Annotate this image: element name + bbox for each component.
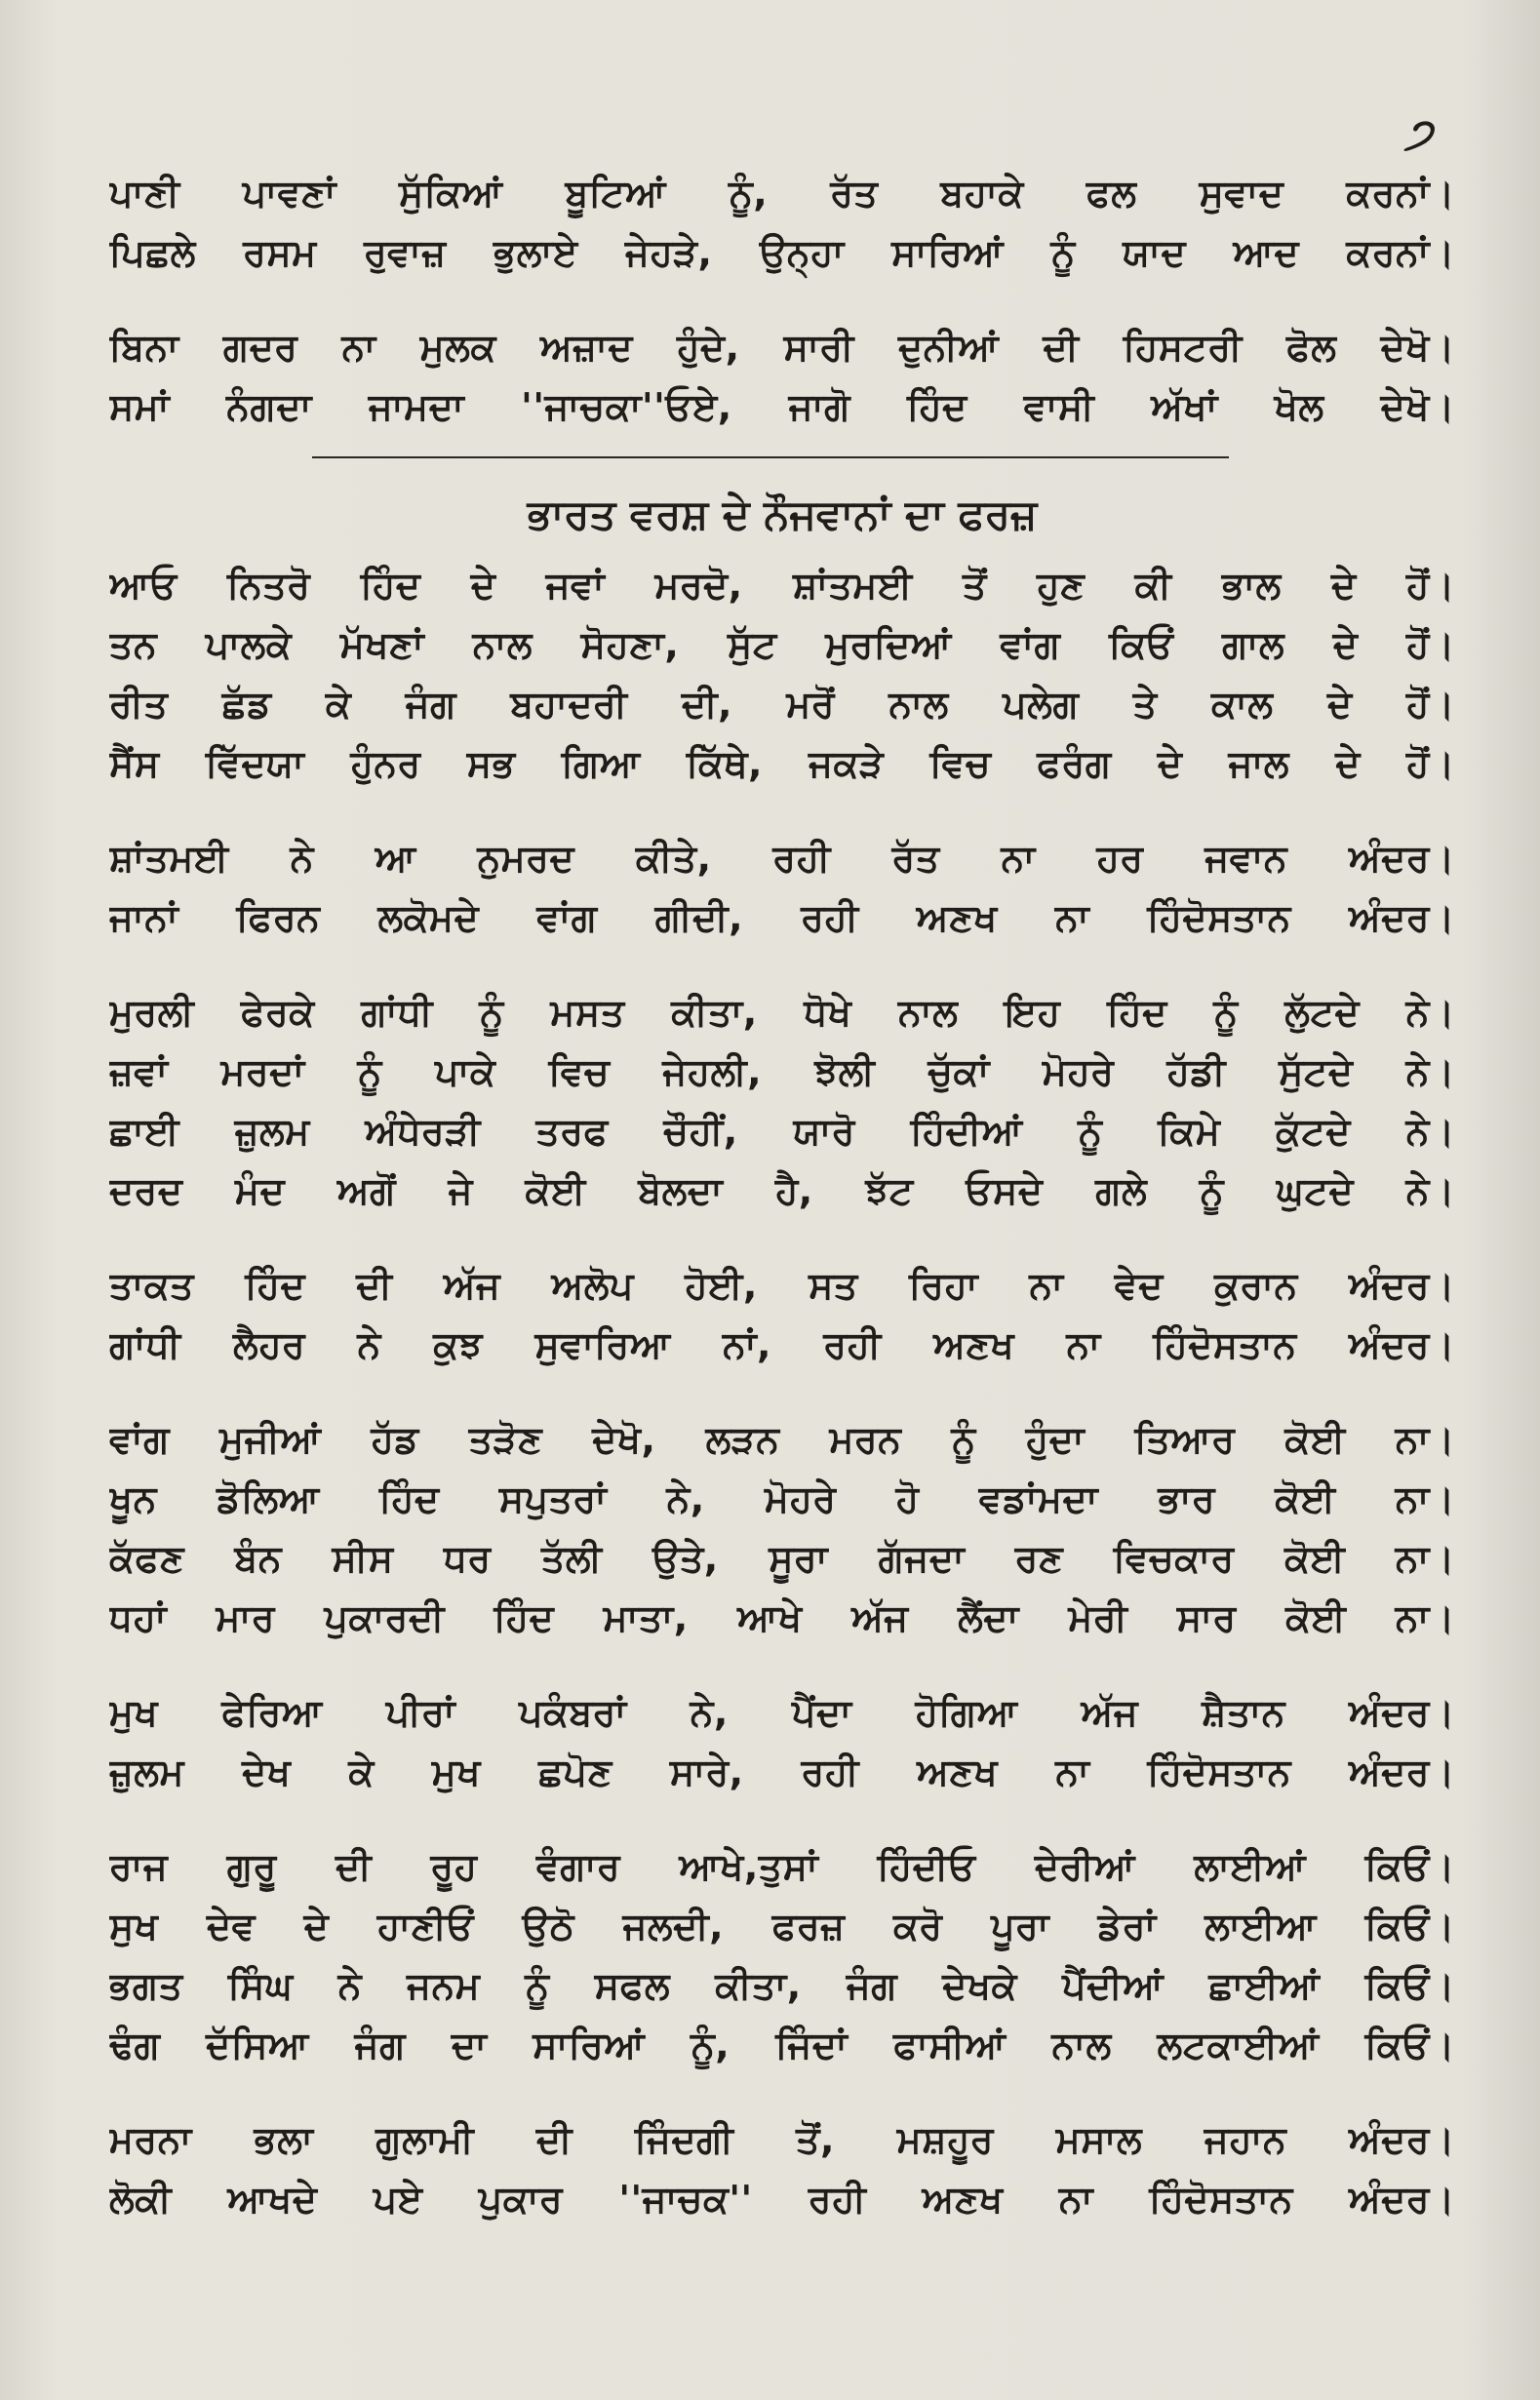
verse-line: ਬਿਨਾ ਗਦਰ ਨਾ ਮੁਲਕ ਅਜ਼ਾਦ ਹੁੰਦੇ, ਸਾਰੀ ਦੁਨੀਆਂ ਦੀ ਹਿਸਟਰੀ ਫੋਲ ਦੇਖੋ। bbox=[109, 326, 1455, 369]
stanza bbox=[109, 1256, 1455, 1375]
verse-line: ਸੈਂਸ ਵਿੱਦਯਾ ਹੁੰਨਰ ਸਭ ਗਿਆ ਕਿੱਥੇ, ਜਕੜੇ ਵਿਚ ਫਰੰਗ ਦੇ ਜਾਲ ਦੇ ਹੋਂ। bbox=[109, 742, 1455, 785]
stanza bbox=[109, 1683, 1455, 1802]
verse-line: ਮੁਰਲੀ ਫੇਰਕੇ ਗਾਂਧੀ ਨੂੰ ਮਸਤ ਕੀਤਾ, ਧੋਖੇ ਨਾਲ ਇਹ ਹਿੰਦ ਨੂੰ ਲੁੱਟਦੇ ਨੇ। bbox=[109, 991, 1455, 1034]
stanza-gap bbox=[109, 2075, 1455, 2110]
stanza bbox=[109, 556, 1455, 794]
verse-line: ਖੂਨ ਡੋਲਿਆ ਹਿੰਦ ਸਪੁਤਰਾਂ ਨੇ, ਮੋਹਰੇ ਹੋ ਵਡਾਂਮਦਾ ਭਾਰ ਕੋਈ ਨਾ। bbox=[109, 1477, 1455, 1520]
stanza-gap bbox=[109, 1802, 1455, 1837]
verse-line: ਜ਼ਵਾਂ ਮਰਦਾਂ ਨੂੰ ਪਾਕੇ ਵਿਚ ਜੇਹਲੀ, ਝੋਲੀ ਚੁੱਕਾਂ ਮੋਹਰੇ ਹੱਡੀ ਸੁੱਟਦੇ ਨੇ। bbox=[109, 1050, 1455, 1093]
stanza bbox=[109, 983, 1455, 1221]
verse-line: ਪਾਣੀ ਪਾਵਣਾਂ ਸੁੱਕਿਆਂ ਬੂਟਿਆਂ ਨੂੰ, ਰੱਤ ਬਹਾਕੇ ਫਲ ਸੁਵਾਦ ਕਰਨਾਂ। bbox=[109, 172, 1455, 215]
verse-line: ਮੁਖ ਫੇਰਿਆ ਪੀਰਾਂ ਪਕੰਬਰਾਂ ਨੇ, ਪੈਂਦਾ ਹੋਗਿਆ ਅੱਜ ਸ਼ੈਤਾਨ ਅੰਦਰ। bbox=[109, 1691, 1455, 1734]
stanza bbox=[109, 164, 1455, 283]
stanza-gap bbox=[109, 1648, 1455, 1683]
verse-line: ਸੁਖ ਦੇਵ ਦੇ ਹਾਣੀਓਂ ਉਠੋ ਜਲਦੀ, ਫਰਜ਼ ਕਰੋ ਪੂਰਾ ਡੇਰਾਂ ਲਾਈਆ ਕਿਓਂ। bbox=[109, 1905, 1455, 1948]
verse-line: ਢੰਗ ਦੱਸਿਆ ਜੰਗ ਦਾ ਸਾਰਿਆਂ ਨੂੰ, ਜਿੰਦਾਂ ਫਾਸੀਆਂ ਨਾਲ ਲਟਕਾਈਆਂ ਕਿਓਂ। bbox=[109, 2024, 1455, 2066]
verse-line: ਧਹਾਂ ਮਾਰ ਪੁਕਾਰਦੀ ਹਿੰਦ ਮਾਤਾ, ਆਖੇ ਅੱਜ ਲੈਂਦਾ ਮੇਰੀ ਸਾਰ ਕੋਈ ਨਾ। bbox=[109, 1596, 1455, 1639]
stanza bbox=[109, 1837, 1455, 2075]
poem-body bbox=[109, 556, 1455, 2229]
stanza-gap bbox=[109, 283, 1455, 318]
verse-line: ਸਮਾਂ ਨੰਗਦਾ ਜਾਮਦਾ ''ਜਾਚਕਾ''ਓਏ, ਜਾਗੋ ਹਿੰਦ ਵਾਸੀ ਅੱਖਾਂ ਖੋਲ ਦੇਖੋ। bbox=[109, 385, 1455, 428]
stanza bbox=[109, 1410, 1455, 1648]
stanza-gap bbox=[109, 1221, 1455, 1256]
page-number: ੭ bbox=[1404, 109, 1433, 159]
stanza bbox=[109, 829, 1455, 948]
verse-line: ਸ਼ਾਂਤਮਈ ਨੇ ਆ ਨੁਮਰਦ ਕੀਤੇ, ਰਹੀ ਰੱਤ ਨਾ ਹਰ ਜਵਾਨ ਅੰਦਰ। bbox=[109, 837, 1455, 880]
verse-line: ਆਓ ਨਿਤਰੋ ਹਿੰਦ ਦੇ ਜਵਾਂ ਮਰਦੋ, ਸ਼ਾਂਤਮਈ ਤੋਂ ਹੁਣ ਕੀ ਭਾਲ ਦੇ ਹੋਂ। bbox=[109, 564, 1455, 607]
verse-line: ਪਿਛਲੇ ਰਸਮ ਰੁਵਾਜ਼ ਭੁਲਾਏ ਜੇਹੜੇ, ਉਨ੍ਹਾ ਸਾਰਿਆਂ ਨੂੰ ਯਾਦ ਆਦ ਕਰਨਾਂ। bbox=[109, 231, 1455, 274]
verse-line: ਗਾਂਧੀ ਲੈਹਰ ਨੇ ਕੁਝ ਸੁਵਾਰਿਆ ਨਾਂ, ਰਹੀ ਅਣਖ ਨਾ ਹਿੰਦੋਸਤਾਨ ਅੰਦਰ। bbox=[109, 1323, 1455, 1366]
verse-line: ਦਰਦ ਮੰਦ ਅਗੋਂ ਜੇ ਕੋਈ ਬੋਲਦਾ ਹੈ, ਝੱਟ ਓਸਦੇ ਗਲੇ ਨੂੰ ਘੁਟਦੇ ਨੇ। bbox=[109, 1169, 1455, 1212]
stanza bbox=[109, 318, 1455, 437]
verse-line: ਜਾਨਾਂ ਫਿਰਨ ਲਕੋਮਦੇ ਵਾਂਗ ਗੀਦੀ, ਰਹੀ ਅਣਖ ਨਾ ਹਿੰਦੋਸਤਾਨ ਅੰਦਰ। bbox=[109, 896, 1455, 939]
section-divider bbox=[312, 456, 1229, 458]
stanza bbox=[109, 2110, 1455, 2229]
verse-line: ਤਨ ਪਾਲਕੇ ਮੱਖਣਾਂ ਨਾਲ ਸੋਹਣਾ, ਸੁੱਟ ਮੁਰਦਿਆਂ ਵਾਂਗ ਕਿਓਂ ਗਾਲ ਦੇ ਹੋਂ। bbox=[109, 623, 1455, 666]
opening-verses bbox=[109, 164, 1455, 437]
poem-title: ਭਾਰਤ ਵਰਸ਼ ਦੇ ਨੌਜਵਾਨਾਂ ਦਾ ਫਰਜ਼ bbox=[527, 491, 1038, 538]
verse-line: ਛਾਈ ਜ਼ੁਲਮ ਅੰਧੇਰੜੀ ਤਰਫ ਚੌਹੀਂ, ਯਾਰੋ ਹਿੰਦੀਆਂ ਨੂੰ ਕਿਮੇ ਕੁੱਟਦੇ ਨੇ। bbox=[109, 1110, 1455, 1153]
verse-line: ਕੱਫਣ ਬੰਨ ਸੀਸ ਧਰ ਤੱਲੀ ਉਤੇ, ਸੂਰਾ ਗੱਜਦਾ ਰਣ ਵਿਚਕਾਰ ਕੋਈ ਨਾ। bbox=[109, 1537, 1455, 1580]
verse-line: ਲੋਕੀ ਆਖਦੇ ਪਏ ਪੁਕਾਰ ''ਜਾਚਕ'' ਰਹੀ ਅਣਖ ਨਾ ਹਿੰਦੋਸਤਾਨ ਅੰਦਰ। bbox=[109, 2178, 1455, 2221]
stanza-gap bbox=[109, 794, 1455, 829]
verse-line: ਮਰਨਾ ਭਲਾ ਗੁਲਾਮੀ ਦੀ ਜਿੰਦਗੀ ਤੋਂ, ਮਸ਼ਹੂਰ ਮਸਾਲ ਜਹਾਨ ਅੰਦਰ। bbox=[109, 2118, 1455, 2161]
stanza-gap bbox=[109, 948, 1455, 983]
verse-line: ਜ਼ੁਲਮ ਦੇਖ ਕੇ ਮੁਖ ਛਪੋਣ ਸਾਰੇ, ਰਹੀ ਅਣਖ ਨਾ ਹਿੰਦੋਸਤਾਨ ਅੰਦਰ। bbox=[109, 1751, 1455, 1793]
verse-line: ਰਾਜ ਗੁਰੂ ਦੀ ਰੂਹ ਵੰਗਾਰ ਆਖੇ,ਤੁਸਾਂ ਹਿੰਦੀਓ ਦੇਰੀਆਂ ਲਾਈਆਂ ਕਿਓਂ। bbox=[109, 1845, 1455, 1888]
page-content bbox=[109, 164, 1455, 2229]
stanza-gap bbox=[109, 1375, 1455, 1410]
verse-line: ਤਾਕਤ ਹਿੰਦ ਦੀ ਅੱਜ ਅਲੋਪ ਹੋਈ, ਸਤ ਰਿਹਾ ਨਾ ਵੇਦ ਕੁਰਾਨ ਅੰਦਰ। bbox=[109, 1264, 1455, 1307]
verse-line: ਭਗਤ ਸਿੰਘ ਨੇ ਜਨਮ ਨੂੰ ਸਫਲ ਕੀਤਾ, ਜੰਗ ਦੇਖਕੇ ਪੈਂਦੀਆਂ ਛਾਈਆਂ ਕਿਓਂ। bbox=[109, 1964, 1455, 2007]
verse-line: ਰੀਤ ਛੱਡ ਕੇ ਜੰਗ ਬਹਾਦਰੀ ਦੀ, ਮਰੋਂ ਨਾਲ ਪਲੇਗ ਤੇ ਕਾਲ ਦੇ ਹੋਂ। bbox=[109, 683, 1455, 726]
verse-line: ਵਾਂਗ ਮੁਜੀਆਂ ਹੱਡ ਤੜੋਣ ਦੇਖੋ, ਲੜਨ ਮਰਨ ਨੂੰ ਹੁੰਦਾ ਤਿਆਰ ਕੋਈ ਨਾ। bbox=[109, 1418, 1455, 1461]
